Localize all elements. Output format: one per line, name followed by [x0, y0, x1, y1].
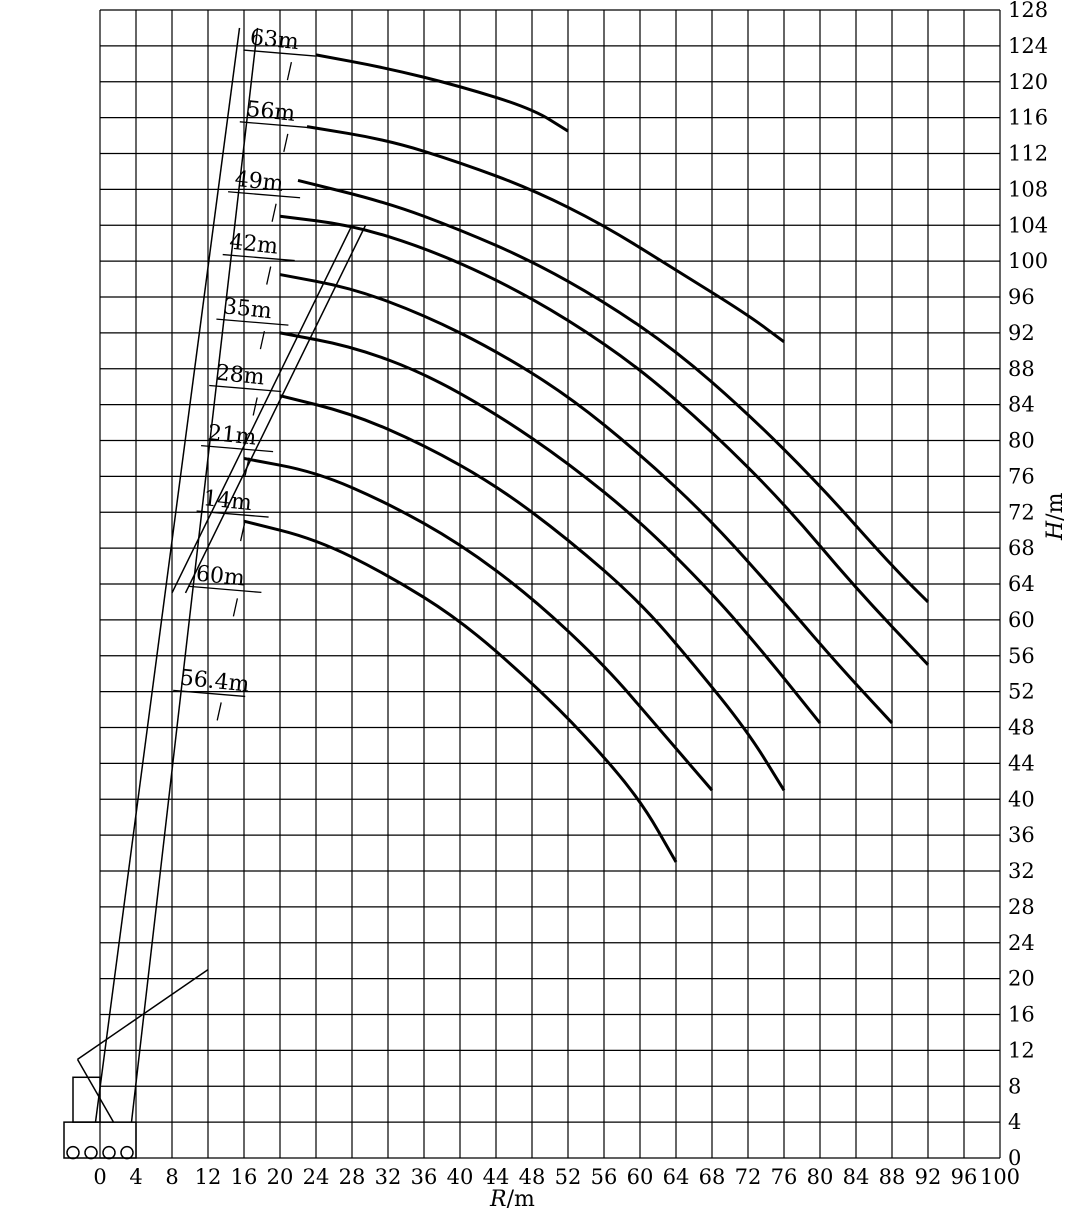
y-tick-label-4: 16 [1008, 1002, 1035, 1027]
jib-label-5: 28m [214, 360, 266, 391]
y-tick-label-14: 56 [1008, 643, 1035, 668]
y-tick-label-18: 72 [1008, 500, 1035, 525]
x-tick-label-20: 80 [806, 1165, 834, 1189]
curve-63m [316, 55, 568, 131]
x-tick-label-24: 96 [950, 1165, 978, 1189]
x-tick-label-4: 16 [230, 1165, 258, 1189]
x-tick-label-10: 40 [446, 1165, 474, 1189]
y-tick-label-15: 60 [1008, 607, 1035, 632]
jib-label-7: 14m [201, 486, 254, 517]
y-tick-label-29: 116 [1008, 105, 1049, 130]
y-tick-label-23: 92 [1008, 320, 1035, 345]
x-tick-label-18: 72 [734, 1165, 762, 1189]
x-tick-label-1: 4 [129, 1165, 143, 1189]
y-tick-label-28: 112 [1008, 141, 1049, 166]
x-tick-label-2: 8 [165, 1165, 179, 1189]
x-tick-label-11: 44 [482, 1165, 510, 1189]
jib-label-arrow-3 [267, 267, 271, 285]
jib-right-chord [186, 225, 366, 593]
mast-base [78, 1059, 114, 1122]
curve-28m [280, 333, 820, 723]
y-tick-label-9: 36 [1008, 823, 1035, 848]
jib-label-6: 21m [206, 420, 258, 451]
jib-label-arrow-9 [217, 702, 221, 720]
y-tick-label-2: 8 [1008, 1074, 1022, 1099]
working-range-curves [244, 55, 928, 862]
x-tick-label-5: 20 [266, 1165, 294, 1189]
y-tick-label-10: 40 [1008, 787, 1035, 812]
y-tick-label-22: 88 [1008, 356, 1035, 381]
y-tick-label-3: 12 [1008, 1038, 1035, 1063]
jib-label-9: 56.4m [178, 665, 251, 698]
y-tick-label-19: 76 [1008, 464, 1035, 489]
y-tick-label-24: 96 [1008, 285, 1035, 309]
y-tick-label-20: 80 [1008, 428, 1035, 453]
jib-label-arrow-2 [272, 204, 276, 222]
y-tick-label-27: 108 [1008, 177, 1049, 202]
y-axis-label: H/m [1043, 492, 1068, 540]
y-tick-label-32: 128 [1008, 0, 1049, 22]
jib-label-arrow-8 [233, 598, 237, 616]
y-tick-label-17: 68 [1008, 536, 1035, 561]
y-tick-label-30: 120 [1008, 69, 1049, 94]
y-tick-label-26: 104 [1008, 213, 1049, 238]
y-tick-label-5: 20 [1008, 966, 1035, 991]
jib-label-0: 63m [248, 25, 300, 56]
curve-49m [298, 180, 928, 602]
x-tick-label-15: 60 [626, 1165, 654, 1189]
x-tick-label-16: 64 [662, 1165, 690, 1189]
curve-14m [244, 458, 712, 790]
x-tick-label-14: 56 [590, 1165, 618, 1189]
crane-wheel-2 [103, 1147, 115, 1159]
y-tick-label-13: 52 [1008, 679, 1035, 704]
x-tick-label-0: 0 [93, 1165, 107, 1189]
x-axis-label: R/m [490, 1187, 535, 1212]
x-tick-label-22: 88 [878, 1165, 906, 1189]
jib-label-arrow-0 [287, 62, 291, 80]
x-tick-label-6: 24 [302, 1165, 330, 1189]
jib-label-3: 42m [228, 229, 280, 260]
jib-label-2: 49m [233, 166, 285, 197]
jib-label-arrow-5 [253, 398, 257, 416]
y-tick-label-25: 100 [1008, 249, 1049, 274]
y-tick-label-6: 24 [1008, 930, 1035, 955]
x-tick-label-25: 100 [979, 1165, 1021, 1189]
jib-label-8: 60m [194, 561, 246, 592]
jib-label-1: 56m [245, 96, 297, 127]
jib-label-arrow-1 [284, 134, 288, 152]
x-axis-tick-labels [93, 1165, 1020, 1189]
y-tick-label-11: 44 [1008, 751, 1035, 776]
crane-wheel-3 [121, 1147, 133, 1159]
x-tick-label-19: 76 [770, 1165, 798, 1189]
y-tick-label-7: 28 [1008, 894, 1035, 919]
jib-label-4: 35m [221, 294, 273, 325]
y-tick-label-16: 64 [1008, 572, 1035, 596]
x-tick-label-17: 68 [698, 1165, 726, 1189]
jib-label-arrow-4 [260, 331, 264, 349]
x-tick-label-9: 36 [410, 1165, 438, 1189]
x-tick-label-7: 28 [338, 1165, 366, 1189]
x-tick-label-13: 52 [554, 1165, 582, 1189]
x-tick-label-3: 12 [194, 1165, 222, 1189]
y-tick-label-1: 4 [1008, 1110, 1022, 1135]
x-tick-label-8: 32 [374, 1165, 402, 1189]
jib-left-chord [172, 225, 352, 593]
crane-illustration [64, 28, 366, 1159]
y-tick-label-0: 0 [1008, 1146, 1022, 1170]
y-axis-tick-labels [1008, 0, 1048, 1170]
y-tick-label-8: 32 [1008, 859, 1035, 883]
crane-wheel-1 [85, 1147, 97, 1159]
y-tick-label-31: 124 [1008, 33, 1049, 58]
x-tick-label-21: 84 [842, 1165, 870, 1189]
y-tick-label-12: 48 [1008, 715, 1035, 740]
crane-wheel-0 [67, 1147, 79, 1159]
y-tick-label-21: 84 [1008, 392, 1035, 417]
x-tick-label-23: 92 [914, 1165, 942, 1189]
x-tick-label-12: 48 [518, 1165, 546, 1189]
